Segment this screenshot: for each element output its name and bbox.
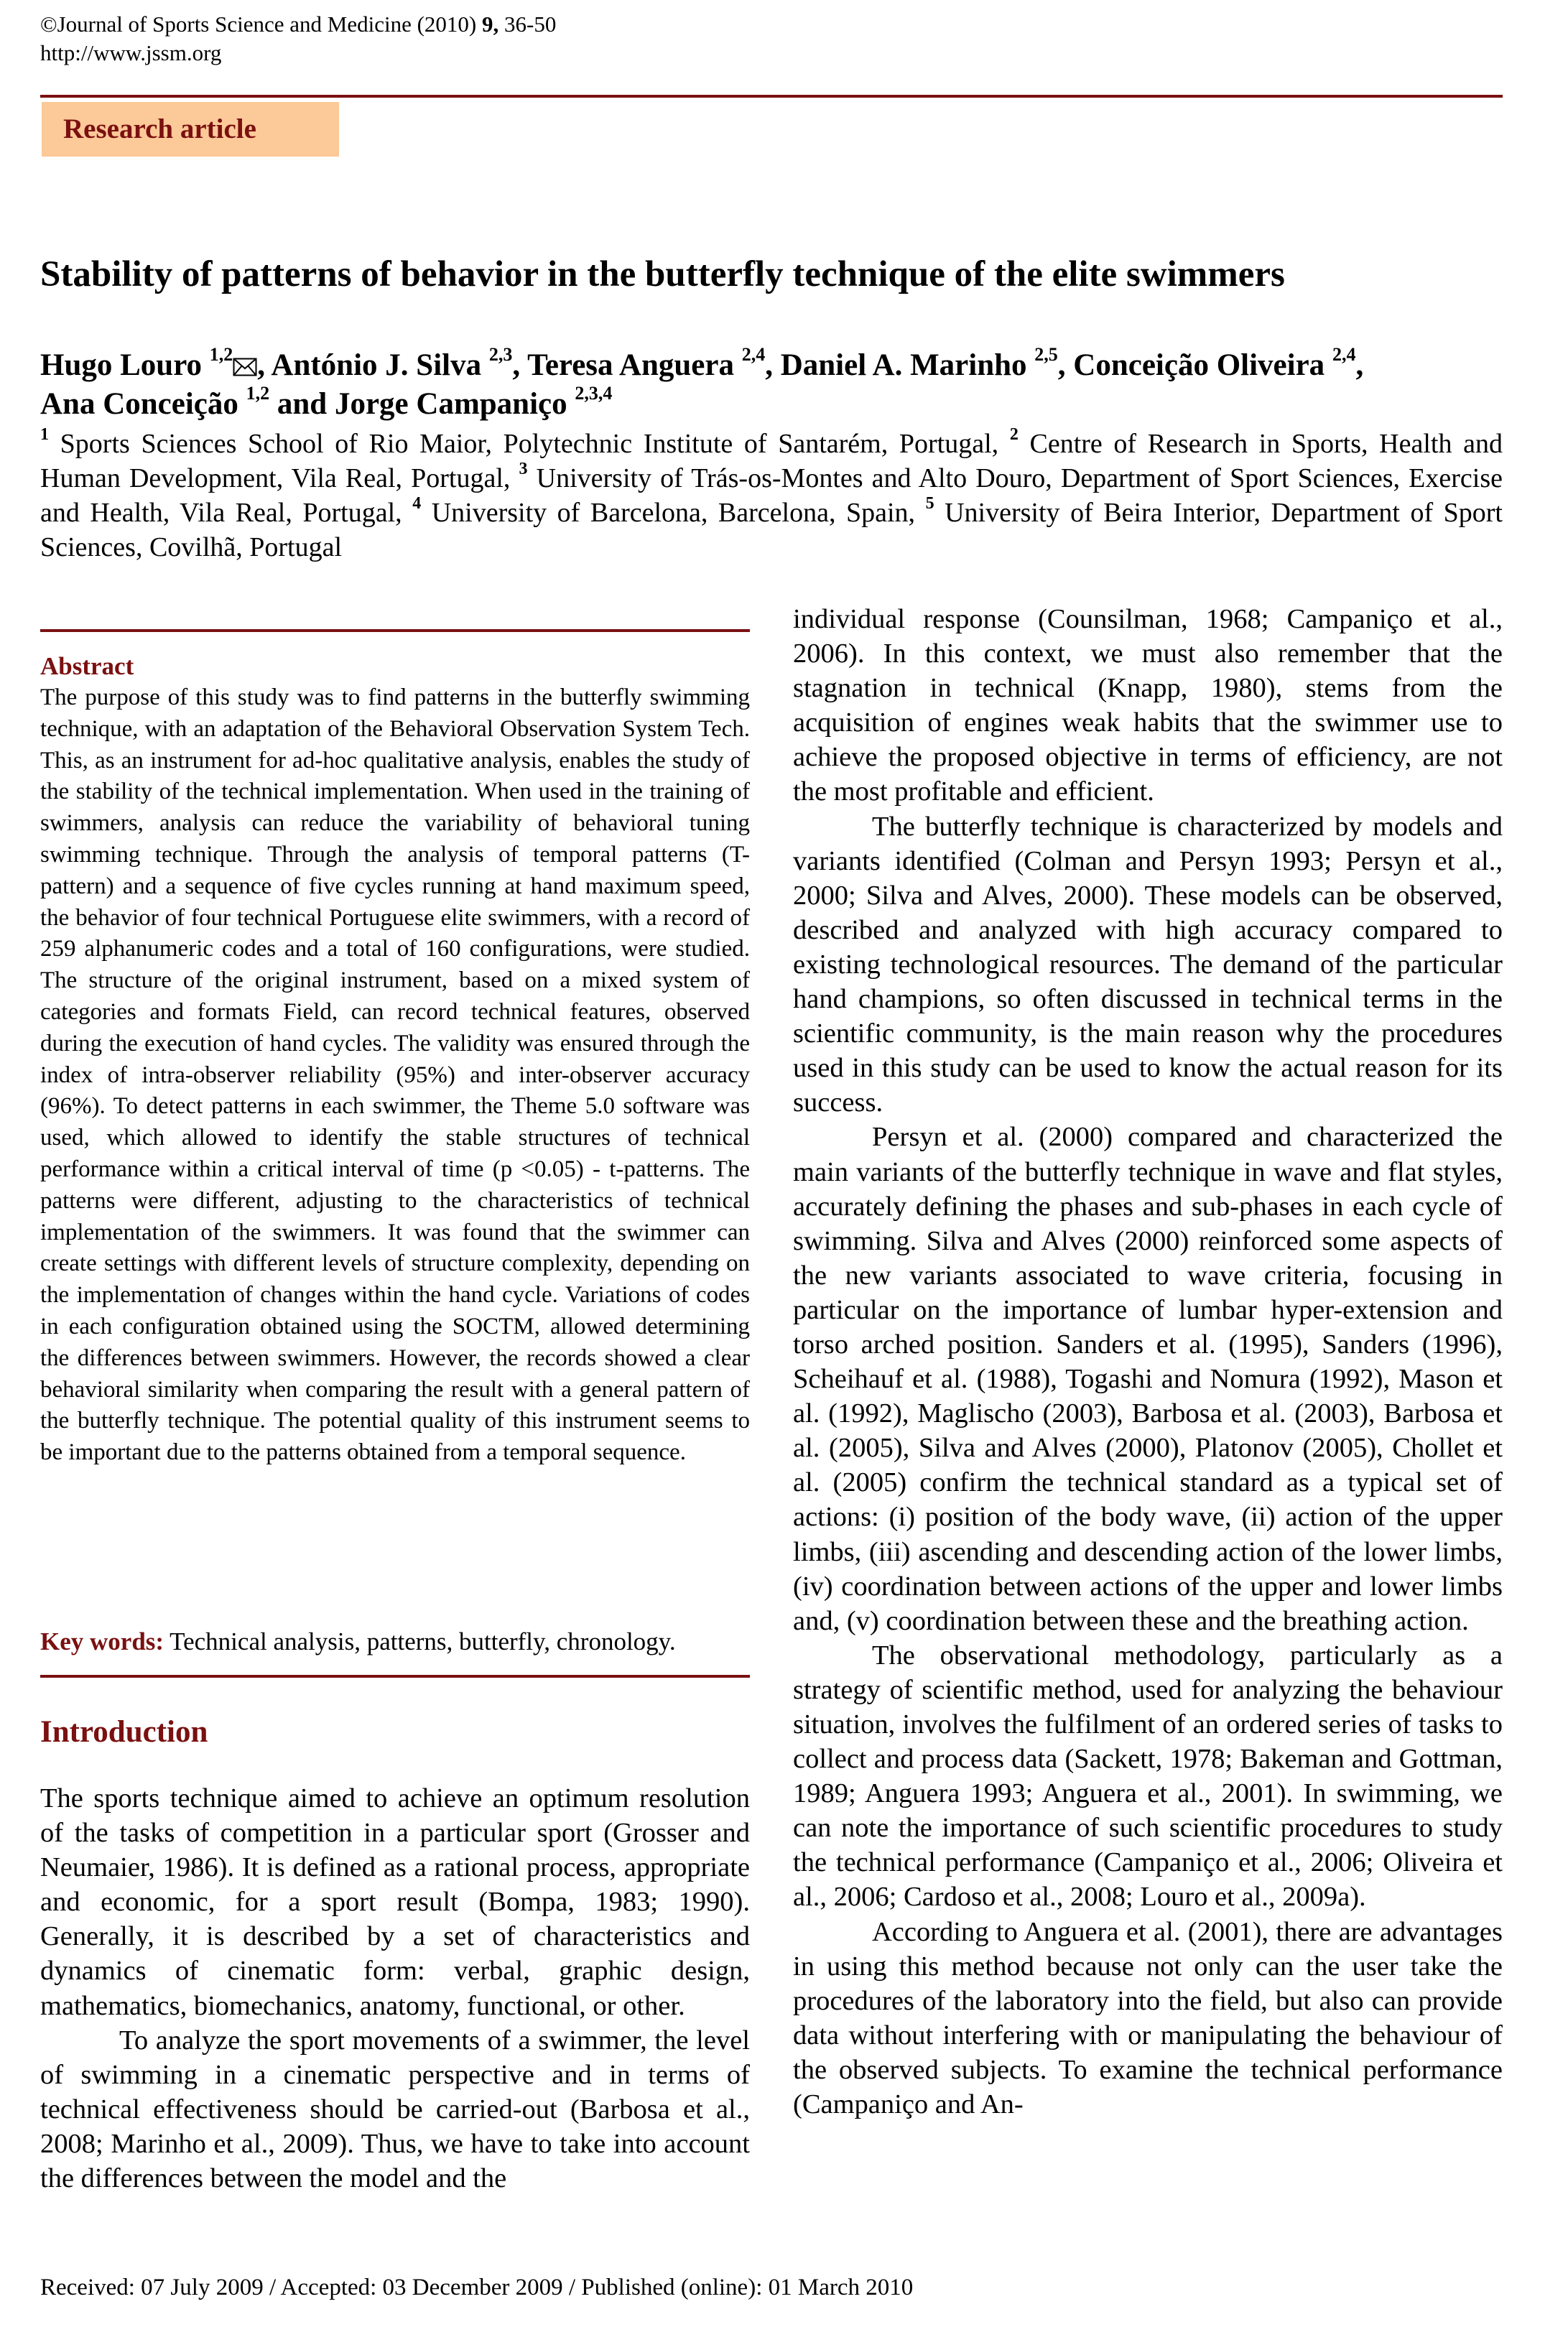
header-rule [40,95,1503,98]
author-list: Hugo Louro $^{1,2}$ , António J. Silva $^{2,3}$, Teresa Anguera $^{2,4}$, Daniel A. Marinho $^{2,5}$, Conceição Oliveira $^{2,4}$, Ana Conceição $^{1,2}$ and Jorge Campaniço $^{2,3,4}$ [40,344,1364,421]
author-affil-ref: 2,3 [488,344,513,365]
author-affil-ref: 2,4 [741,344,766,365]
publication-dates: Received: 07 July 2009 / Accepted: 03 December 2009 / Published (online): 01 March 2010 [40,2275,914,2300]
author-name: , Conceição Oliveira [1057,348,1325,382]
author-name: and Jorge Campaniço [269,387,567,421]
keywords [40,1626,750,1658]
article-title: Stability of patterns of behavior in the butterfly technique of the elite swimmers [40,254,1285,294]
journal-citation: ©Journal of Sports Science and Medicine (2010) 9, 36-50 [40,11,557,37]
article-type-badge: Research article [42,102,339,157]
author-affil-ref: 2,3,4 [575,383,613,404]
abstract-text: The purpose of this study was to find patterns in the butterfly swimming technique, with an adaptation of the Behavioral Observation System Tech. This, as an instrument for ad-hoc qualitative analysis, enables the study of the stability of the technical implementation. When used in the training of swimmers, analysis can reduce the variability of behavioral tuning swimming technique. Through the analysis of temporal patterns (T-pattern) and a sequence of five cycles running at hand maximum speed, the behavior of four technical Portuguese elite swimmers, with a record of 259 alphanumeric codes and a total of 160 configurations, were studied. The structure of the original instrument, based on a mixed system of categories and formats Field, can record technical features, observed during the execution of hand cycles. The validity was ensured through the index of intra-observer reliability (95%) and inter-observer accuracy (96%). To detect patterns in each swimmer, the Theme 5.0 software was used, which allowed to identify the stable structures of technical performance within a critical interval of time (p <0.05) - t-patterns. The patterns were different, adjusting to the characteristics of technical implementation of the swimmers. It was found that the swimmer can create settings with different levels of structure complexity, depending on the implementation of changes within the hand cycle. Variations of codes in each configuration obtained using the SOCTM, allowed determining the differences between swimmers. However, the records showed a clear behavioral similarity when comparing the result with a general pattern of the butterfly technique. The potential quality of this instrument seems to be important due to the patterns obtained from a temporal sequence. [40,684,750,1466]
paragraph: The sports technique aimed to achieve an optimum resolution of the tasks of competition in a particular sport (Grosser and Neumaier, 1986). It is defined as a rational process, appropriate and economic, for a sport result (Bompa, 1983; 1990). Generally, it is described by a set of characteristics and dynamics of cinematic form: verbal, graphic design, mathematics, biomechanics, anatomy, functional, or other. [40,1783,750,2021]
paragraph: individual response (Counsilman, 1968; Campaniço et al., 2006). In this context, we must also remember that the stagnation in technical (Knapp, 1980), stems from the acquisition of engines weak habits that the swimmer use to achieve the proposed objective in terms of efficiency, are not the most profitable and efficient. [793,604,1503,807]
left-column-text [40,1781,750,2196]
keywords-label: Key words: [40,1627,164,1655]
author-name: , Daniel A. Marinho [765,348,1027,382]
author-name: , António J. Silva [257,348,482,382]
author-name: Ana Conceição [40,387,238,421]
keywords-text: Technical analysis, patterns, butterfly, chronology. [164,1627,676,1655]
journal-volume: 9, [482,11,499,37]
paragraph: Persyn et al. (2000) compared and characterized the main variants of the butterfly technique in wave and flat styles, accurately defining the phases and sub-phases in each cycle of swimming. Silva and Alves (2000) reinforced some aspects of the new variants associated to wave criteria, focusing in particular on the importance of lumbar hyper-extension and torso arched position. Sanders et al. (1995), Sanders (1996), Scheihauf et al. (1988), Togashi and Nomura (1992), Mason et al. (1992), Maglischo (2003), Barbosa et al. (2003), Barbosa et al. (2005), Silva and Alves (2000), Platonov (2005), Chollet et al. (2005) confirm the technical standard as a typical set of actions: (i) position of the body wave, (ii) action of the upper limbs, (iii) ascending and descending action of the lower limbs, (iv) coordination between actions of the upper and lower limbs and, (v) coordination between these and the breathing action. [793,1122,1503,1636]
paragraph: To analyze the sport movements of a swimmer, the level of swimming in a cinematic perspective and in terms of technical effectiveness should be carried-out (Barbosa et al., 2008; Marinho et al., 2009). Thus, we have to take into account the differences between the model and the [40,2025,750,2194]
author-name: , Teresa Anguera [512,348,734,382]
journal-pages: 36-50 [504,11,557,37]
keywords-bottom-rule [40,1675,750,1678]
author-affil-ref: 2,4 [1332,344,1356,365]
paragraph: The butterfly technique is characterized by models and variants identified (Colman and Persyn 1993; Persyn et al., 2000; Silva and Alves, 2000). These models can be observed, described and analyzed with high accuracy compared to existing technological resources. The demand of the particular hand champions, so often discussed in technical terms in the scientific community, is the main reason why the procedures used in this study can be used to know the actual reason for its success. [793,811,1503,1118]
author-affil-ref: 2,5 [1034,344,1058,365]
journal-url: http://www.jssm.org [40,40,222,65]
author-affil-ref: 1,2 [246,383,270,404]
affiliations: $^1$ Sports Sciences School of Rio Maior, Polytechnic Institute of Santarém, Portugal, $^2$ Centre of Research in Sports, Health and Human Development, Vila Real, Portugal, $^3$ University of Trás-os-Montes and Alto Douro, Department of Sport Sciences, Exercise and Health, Vila Real, Portugal, $^4$ University of Barcelona, Barcelona, Spain, $^5$ University of Beira Interior, Department of Sport Sciences, Covilhã, Portugal [40,425,1503,562]
paragraph: According to Anguera et al. (2001), there are advantages in using this method because not only can the user take the procedures of the laboratory into the field, but also can provide data without interfering with or manipulating the behaviour of the observed subjects. To examine the technical performance (Campaniço and An- [793,1916,1503,2120]
author-name: Hugo Louro [40,348,203,382]
journal-header [40,10,556,68]
paragraph: The observational methodology, particularly as a strategy of scientific method, used for analyzing the behaviour situation, involves the fulfilment of an ordered series of tasks to collect and process data (Sackett, 1978; Bakeman and Gottman, 1989; Anguera 1993; Anguera et al., 2001). In swimming, we can note the importance of such scientific procedures to study the technical performance (Campaniço et al., 2006; Oliveira et al., 2006; Cardoso et al., 2008; Louro et al., 2009a). [793,1640,1503,1913]
author-affil-ref: 1,2 [209,344,233,365]
envelope-icon [233,358,257,376]
abstract-heading: Abstract [40,652,134,680]
right-column-text [793,602,1503,2122]
abstract-top-rule [40,629,750,632]
introduction-heading: Introduction [40,1715,208,1749]
